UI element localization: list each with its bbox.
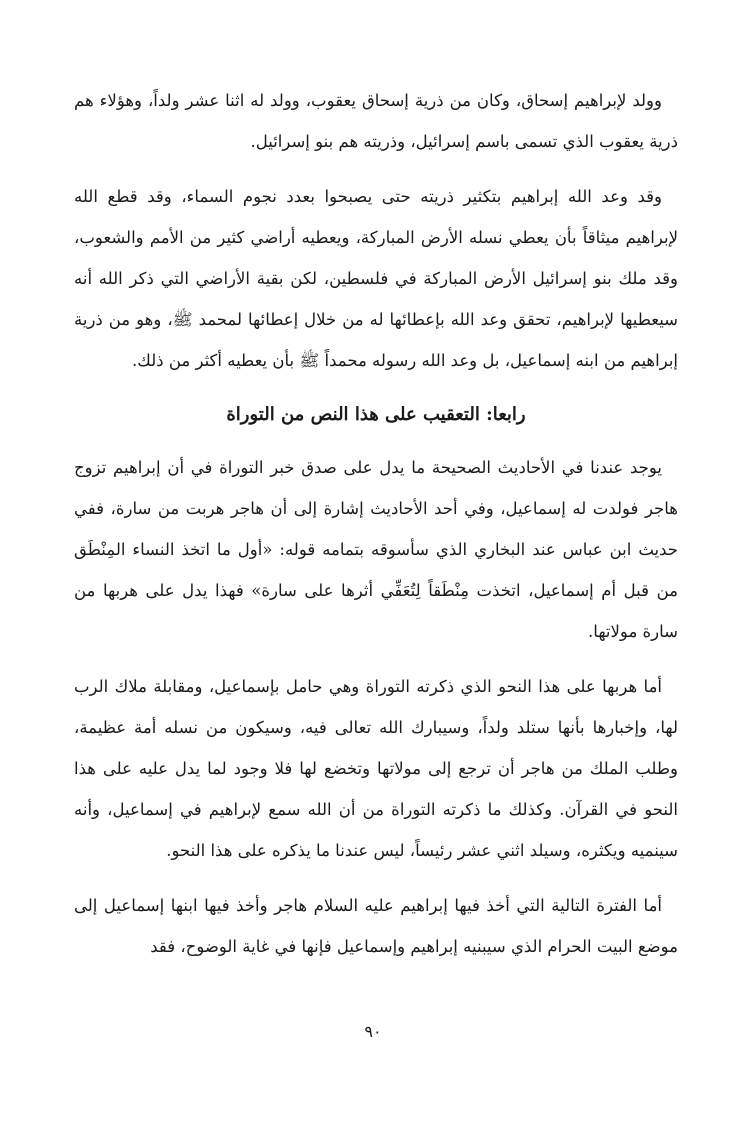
section-heading: رابعا: التعقيب على هذا النص من التوراة xyxy=(226,404,526,425)
paragraph-next-period: أما الفترة التالية التي أخذ فيها إبراهيم عليه السلام هاجر وأخذ فيها ابنها إسماعيل إلى موضع البيت الحرام الذي سيبنيه إبراهيم وإسماعيل فإنها في غاية الوضوح، فقد xyxy=(74,896,678,956)
document-page xyxy=(74,80,678,981)
paragraph-promise-to-ibrahim: وقد وعد الله إبراهيم بتكثير ذريته حتى يصبحوا بعدد نجوم السماء، وقد قطع الله لإبراهيم ميثاقاً بأن يعطي نسله الأرض المباركة، ويعطيه أراضي كثير من الأمم والشعوب، وقد ملك بنو إسرائيل الأرض المباركة في فلسطين، لكن بقية الأراضي التي ذكر الله أنه سيعطيها لإبراهيم، تحقق وعد الله بإعطائها له من خلال إعطائها لمحمد ﷺ، وهو من ذرية إبراهيم من ابنه إسماعيل، بل وعد الله رسوله محمداً ﷺ بأن يعطيه أكثر من ذلك. xyxy=(74,187,678,370)
paragraph-hadith-evidence: يوجد عندنا في الأحاديث الصحيحة ما يدل على صدق خبر التوراة في أن إبراهيم تزوج هاجر فولدت له إسماعيل، وفي أحد الأحاديث إشارة إلى أن هاجر هربت من سارة، ففي حديث ابن عباس عند البخاري الذي سأسوقه بتمامه قوله: «أول ما اتخذ النساء المِنْطَق من قبل أم إسماعيل، اتخذت مِنْطَقاً لِتُعَفِّي أثرها على سارة» فهذا يدل على هربها من سارة مولاتها. xyxy=(74,458,678,641)
paragraph-hajar-flight: أما هربها على هذا النحو الذي ذكرته التوراة وهي حامل بإسماعيل، ومقابلة ملاك الرب لها، وإخبارها بأنها ستلد ولداً، وسيبارك الله تعالى فيه، وسيكون من نسله أمة عظيمة، وطلب الملك من هاجر أن ترجع إلى مولاتها وتخضع لها فلا وجود لما يدل عليه على هذا النحو في القرآن. وكذلك ما ذكرته التوراة من أن الله سمع لإبراهيم في إسماعيل، وأنه سينميه ويكثره، وسيلد اثني عشر رئيساً، ليس عندنا ما يذكره على هذا النحو. xyxy=(74,677,678,860)
page-number: ٩٠ xyxy=(364,1022,382,1041)
paragraph-ishaq-descendants: وولد لإبراهيم إسحاق، وكان من ذرية إسحاق يعقوب، وولد له اثنا عشر ولداً، وهؤلاء هم ذرية يعقوب الذي تسمى باسم إسرائيل، وذريته هم بنو إسرائيل. xyxy=(74,91,678,151)
